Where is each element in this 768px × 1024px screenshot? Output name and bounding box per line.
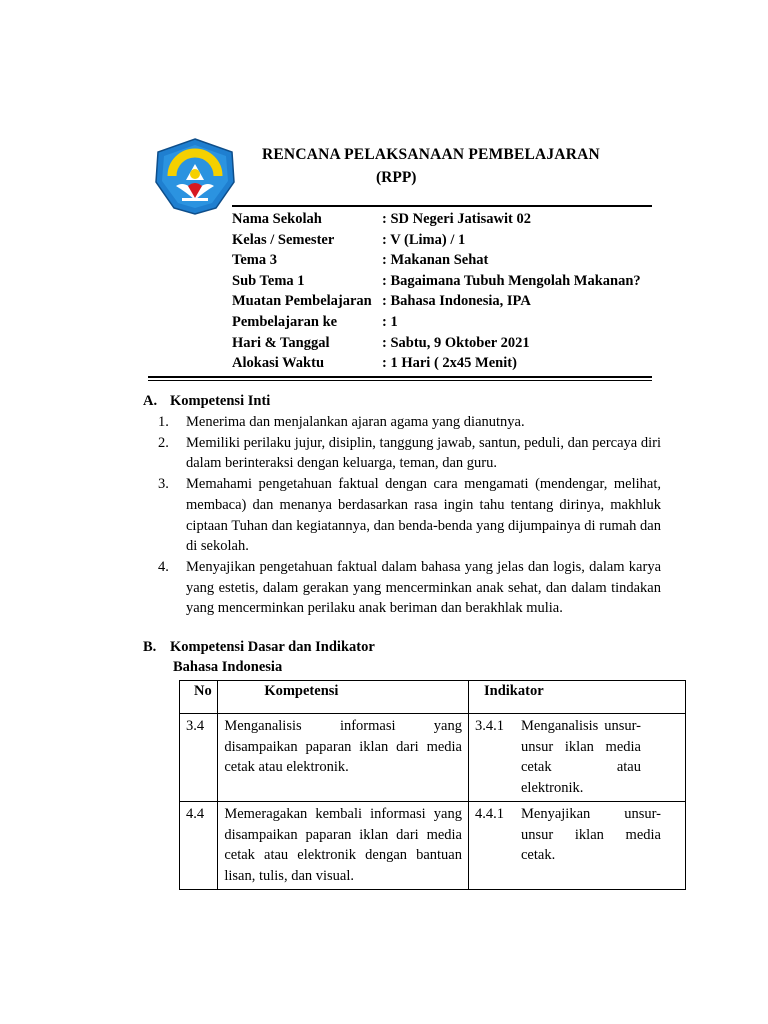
info-row [232, 209, 641, 230]
info-value: : 1 Hari ( 2x45 Menit) [382, 355, 517, 372]
section-letter: A. [143, 393, 158, 409]
info-row [232, 291, 641, 312]
kompetensi-text: Menganalisis informasi yang disampaikan paparan iklan dari media cetak atau elektronik. [224, 718, 462, 776]
document-subtitle: (RPP) [376, 169, 417, 186]
identity-rule-thin [148, 380, 652, 381]
cell-kompetensi [218, 801, 469, 889]
header-indikator-label: Indikator [484, 683, 544, 699]
cell-no [180, 801, 218, 889]
section-b-heading [143, 639, 375, 656]
list-number: 1. [158, 414, 169, 430]
info-row [232, 230, 641, 251]
section-title: Kompetensi Inti [170, 393, 271, 409]
info-label: Tema 3 [232, 252, 277, 269]
header-kompetensi-label: Kompetensi [264, 683, 339, 699]
row-number: 4.4 [186, 805, 205, 822]
list-text: Memiliki perilaku jujur, disiplin, tanggung jawab, santun, peduli, dan percaya diri dalam berinteraksi dengan keluarga, teman, dan guru. [186, 434, 661, 472]
info-label: Sub Tema 1 [232, 272, 305, 289]
list-item [158, 474, 661, 557]
document-title: RENCANA PELAKSANAAN PEMBELAJARAN [262, 146, 600, 163]
list-item [158, 433, 661, 474]
header-no [180, 681, 218, 714]
info-row [232, 312, 641, 333]
subject-heading: Bahasa Indonesia [173, 659, 283, 675]
info-value: : Bahasa Indonesia, IPA [382, 293, 531, 310]
section-a-heading [143, 393, 270, 410]
table-row [180, 714, 686, 802]
cell-no [180, 714, 218, 802]
section-letter: B. [143, 639, 157, 655]
info-label: Muatan Pembelajaran [232, 293, 372, 310]
info-value: : Bagaimana Tubuh Mengolah Makanan? [382, 272, 641, 289]
list-text: Memahami pengetahuan faktual dengan cara mengamati (mendengar, melihat, membaca) dan menanya berdasarkan rasa ingin tahu tentang dirinya, makhluk ciptaan Tuhan dan kegiatannya, dan benda-benda yang dijumpainya di rumah dan di sekolah. [186, 476, 661, 555]
list-number: 4. [158, 558, 169, 575]
info-value: : V (Lima) / 1 [382, 231, 466, 248]
table-header-row [180, 681, 686, 714]
list-text: Menerima dan menjalankan ajaran agama yang dianutnya. [186, 414, 525, 430]
indikator-text [521, 716, 679, 799]
tut-wuri-handayani-logo [152, 136, 238, 216]
list-number: 2. [158, 434, 169, 451]
identity-block [232, 209, 641, 374]
info-label: Kelas / Semester [232, 231, 335, 248]
kompetensi-inti-list [158, 412, 661, 619]
indikator-block [469, 714, 685, 801]
header-kompetensi [218, 681, 469, 714]
identity-rule-thick [148, 376, 652, 378]
kompetensi-text: Memeragakan kembali informasi yang disampaikan paparan iklan dari media cetak atau elektronik dengan bantuan lisan, tulis, dan visual. [224, 805, 462, 884]
section-title: Kompetensi Dasar dan Indikator [170, 639, 375, 655]
info-row [232, 271, 641, 292]
list-item [158, 557, 661, 619]
info-value: : Makanan Sehat [382, 252, 489, 269]
header-no-label: No [194, 683, 212, 699]
info-row [232, 250, 641, 271]
indikator-text [521, 804, 679, 866]
header-indikator [469, 681, 686, 714]
indikator-line [475, 804, 679, 866]
indikator-text-content: Menganalisis unsur-unsur iklan media cetak atau elektronik. [521, 718, 641, 797]
info-value: : SD Negeri Jatisawit 02 [382, 211, 532, 227]
info-value: : Sabtu, 9 Oktober 2021 [382, 334, 530, 351]
indikator-text-content: Menyajikan unsur-unsur iklan media cetak. [521, 805, 661, 864]
list-text: Menyajikan pengetahuan faktual dalam bahasa yang jelas dan logis, dalam karya yang estetis, dalam gerakan yang mencerminkan anak sehat, dan dalam tindakan yang mencerminkan perilaku anak beriman dan berakhlak mulia. [186, 558, 661, 617]
info-label: Alokasi Waktu [232, 355, 325, 372]
info-label: Pembelajaran ke [232, 313, 338, 330]
cell-kompetensi [218, 714, 469, 802]
info-row [232, 353, 641, 374]
indikator-line [475, 716, 679, 799]
kompetensi-table [179, 680, 686, 890]
list-number: 3. [158, 476, 169, 493]
list-item [158, 412, 661, 433]
indikator-code: 4.4.1 [475, 805, 504, 822]
table-row [180, 801, 686, 889]
info-label: Hari & Tanggal [232, 334, 330, 351]
row-number: 3.4 [186, 718, 205, 734]
cell-indikator [469, 801, 686, 889]
header-rule [232, 205, 652, 207]
info-value: : 1 [382, 313, 398, 330]
indikator-block [469, 802, 685, 868]
info-row [232, 333, 641, 354]
indikator-code: 3.4.1 [475, 718, 504, 734]
info-label: Nama Sekolah [232, 211, 322, 227]
cell-indikator [469, 714, 686, 802]
